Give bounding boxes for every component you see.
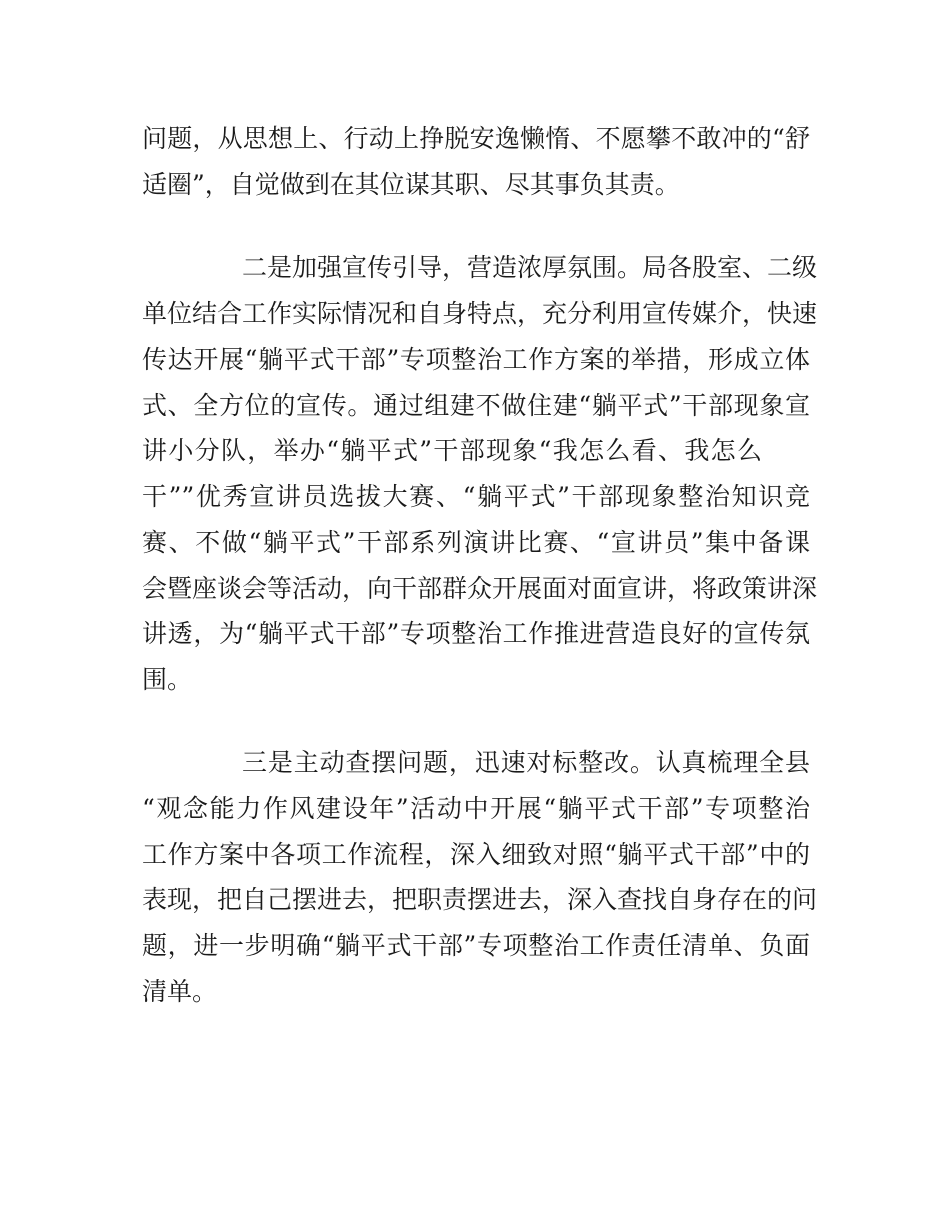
paragraph-2-line-5: 讲小分队，举办“躺平式”干部现象“我怎么看、我怎么: [142, 436, 762, 465]
paragraph-1-line-1: 问题，从思想上、行动上挣脱安逸懒惰、不愿攀不敢冲的“舒: [142, 124, 810, 153]
paragraph-2-line-1: 二是加强宣传引导，营造浓厚氛围。局各股室、二级: [242, 253, 818, 282]
paragraph-3-line-6: 清单。: [142, 977, 218, 1006]
paragraph-3-line-5: 题，进一步明确“躺平式干部”专项整治工作责任清单、负面: [142, 931, 810, 960]
paragraph-2-line-4: 式、全方位的宣传。通过组建不做住建“躺平式”干部现象宣: [142, 391, 810, 420]
paragraph-2-line-9: 讲透，为“躺平式干部”专项整治工作推进营造良好的宣传氛: [142, 619, 810, 648]
paragraph-2-line-3: 传达开展“躺平式干部”专项整治工作方案的举措，形成立体: [142, 345, 810, 374]
paragraph-2-line-10: 围。: [142, 665, 193, 694]
paragraph-2-line-2: 单位结合工作实际情况和自身特点，充分利用宣传媒介，快速: [142, 299, 818, 328]
paragraph-2-line-6: 干””优秀宣讲员选拔大赛、“躺平式”干部现象整治知识竞: [142, 482, 810, 511]
paragraph-3-line-4: 表现，把自己摆进去，把职责摆进去，深入查找自身存在的问: [142, 885, 818, 914]
paragraph-3-line-2: “观念能力作风建设年”活动中开展“躺平式干部”专项整治: [142, 794, 810, 823]
paragraph-2-line-7: 赛、不做“躺平式”干部系列演讲比赛、“宣讲员”集中备课: [142, 528, 810, 557]
paragraph-3-line-3: 工作方案中各项工作流程，深入细致对照“躺平式干部”中的: [142, 840, 810, 869]
paragraph-2-line-8: 会暨座谈会等活动，向干部群众开展面对面宣讲，将政策讲深: [142, 574, 818, 603]
paragraph-3-line-1: 三是主动查摆问题，迅速对标整改。认真梳理全县: [242, 748, 810, 777]
paragraph-1-line-2: 适圈”，自觉做到在其位谋其职、尽其事负其责。: [142, 170, 680, 199]
